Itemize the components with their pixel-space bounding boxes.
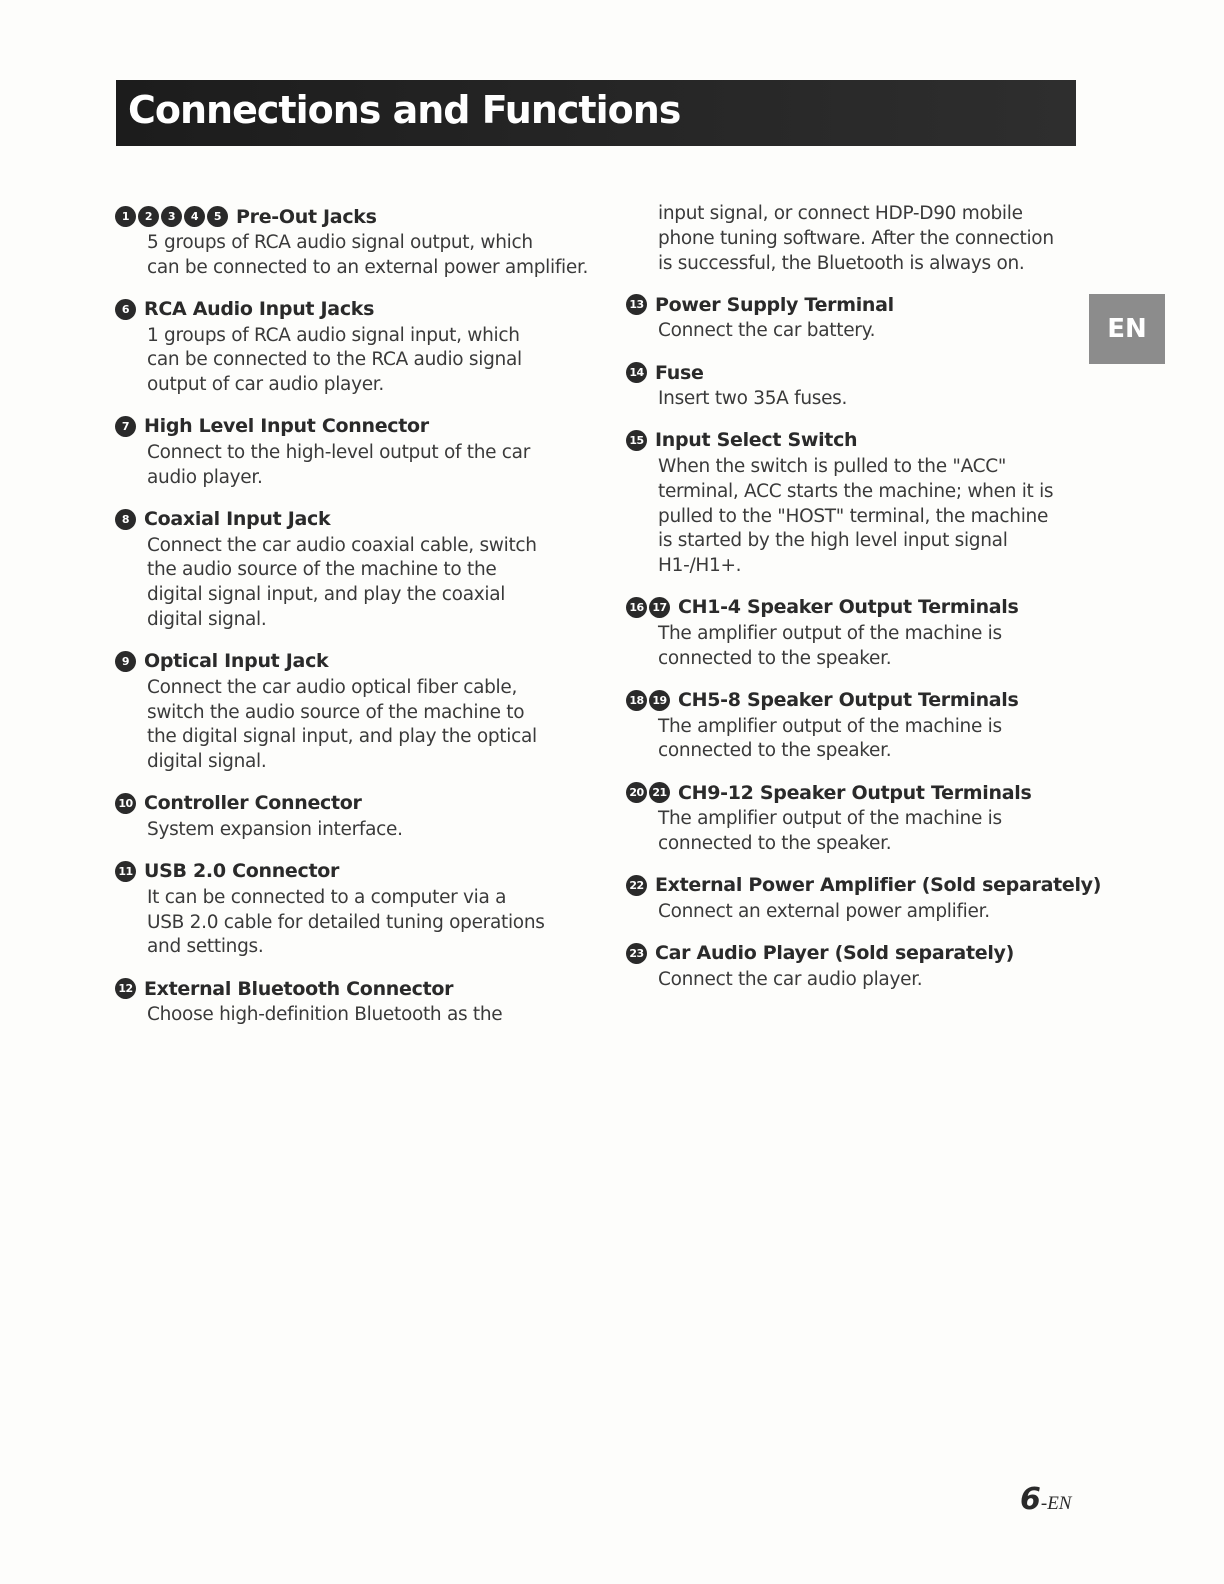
item-description [658, 387, 1086, 412]
item-numbers [626, 362, 647, 383]
item-title: CH9-12 Speaker Output Terminals [678, 781, 1032, 804]
item-heading [626, 290, 1086, 319]
connection-item [626, 778, 1086, 857]
description-line: The amplifier output of the machine is [658, 808, 1002, 830]
description-line: connected to the speaker. [658, 740, 892, 762]
number-badge-icon: 2 [138, 206, 159, 227]
item-description [658, 622, 1086, 672]
page-title: Connections and Functions [128, 88, 681, 132]
item-numbers [626, 294, 647, 315]
description-line: switch the audio source of the machine to [147, 701, 525, 723]
description-line: connected to the speaker. [658, 647, 892, 669]
number-badge-icon: 14 [626, 362, 647, 383]
item-numbers [115, 206, 228, 227]
number-badge-icon: 21 [649, 782, 670, 803]
description-line: Connect an external power amplifier. [658, 900, 990, 922]
number-badge-icon: 11 [115, 861, 136, 882]
number-badge-icon: 5 [207, 206, 228, 227]
item-description [147, 676, 625, 775]
number-badge-icon: 3 [161, 206, 182, 227]
connection-item [626, 426, 1086, 579]
item-title: Pre-Out Jacks [236, 205, 377, 228]
description-line: System expansion interface. [147, 818, 403, 840]
number-badge-icon: 12 [115, 978, 136, 999]
item-heading [626, 593, 1086, 622]
number-badge-icon: 4 [184, 206, 205, 227]
item-title: Input Select Switch [655, 429, 858, 452]
connection-item [115, 202, 625, 281]
description-line: and settings. [147, 936, 264, 958]
description-line: It can be connected to a computer via a [147, 886, 507, 908]
description-line: phone tuning software. After the connection [658, 227, 1054, 249]
description-line: When the switch is pulled to the "ACC" [658, 455, 1007, 477]
connection-item [626, 686, 1086, 765]
connection-item [626, 939, 1086, 993]
item-heading [115, 202, 625, 231]
connection-item [115, 505, 625, 633]
description-line: 1 groups of RCA audio signal input, which [147, 324, 520, 346]
description-line: the audio source of the machine to the [147, 559, 497, 581]
item-numbers [626, 690, 670, 711]
item-title: Car Audio Player (Sold separately) [655, 942, 1015, 965]
item-title: RCA Audio Input Jacks [144, 298, 375, 321]
description-line: is started by the high level input signal [658, 530, 1008, 552]
number-badge-icon: 18 [626, 690, 647, 711]
connection-item [115, 412, 625, 491]
description-line: output of car audio player. [147, 374, 384, 396]
description-line: digital signal. [147, 608, 267, 630]
item-description [658, 455, 1086, 579]
connection-item [626, 593, 1086, 672]
connection-item [626, 871, 1102, 925]
item-numbers [626, 943, 647, 964]
number-badge-icon: 16 [626, 597, 647, 618]
item-heading [626, 686, 1086, 715]
item-numbers [626, 782, 670, 803]
item-title: External Bluetooth Connector [144, 977, 454, 1000]
item-title: CH5-8 Speaker Output Terminals [678, 689, 1019, 712]
item-description [658, 807, 1086, 857]
description-line: USB 2.0 cable for detailed tuning operations [147, 911, 545, 933]
item-numbers [115, 978, 136, 999]
item-numbers [626, 430, 647, 451]
item-numbers [626, 875, 647, 896]
number-badge-icon: 8 [115, 509, 136, 530]
number-badge-icon: 1 [115, 206, 136, 227]
item-title: Optical Input Jack [144, 650, 329, 673]
page-number-suffix: -EN [1040, 1493, 1072, 1514]
item-description [147, 324, 625, 398]
number-badge-icon: 9 [115, 651, 136, 672]
description-line: pulled to the "HOST" terminal, the machine [658, 505, 1049, 527]
item-numbers [115, 861, 136, 882]
description-line: Connect the car audio player. [658, 968, 923, 990]
number-badge-icon: 19 [649, 690, 670, 711]
description-line: terminal, ACC starts the machine; when it is [658, 480, 1054, 502]
connection-item [115, 789, 625, 843]
connection-item [115, 295, 625, 398]
number-badge-icon: 17 [649, 597, 670, 618]
item-heading [115, 789, 625, 818]
description-line: input signal, or connect HDP-D90 mobile [658, 203, 1023, 224]
description-line: can be connected to the RCA audio signal [147, 349, 522, 371]
description-line: connected to the speaker. [658, 832, 892, 854]
connection-item [115, 647, 625, 775]
description-line: Connect the car battery. [658, 320, 876, 342]
description-line: can be connected to an external power amplifier. [147, 256, 589, 278]
item-heading [115, 412, 625, 441]
number-badge-icon: 23 [626, 943, 647, 964]
page-number-digit: 6 [1020, 1482, 1041, 1517]
item-description [147, 886, 625, 960]
item-title: USB 2.0 Connector [144, 860, 340, 883]
connection-item [626, 290, 1086, 344]
left-column [115, 202, 625, 1042]
description-line: Connect to the high-level output of the car [147, 441, 531, 463]
section-header-banner [116, 80, 1076, 146]
item-numbers [115, 509, 136, 530]
item-heading [626, 426, 1086, 455]
item-title: CH1-4 Speaker Output Terminals [678, 596, 1019, 619]
connection-item [626, 358, 1086, 412]
description-line: H1-/H1+. [658, 555, 742, 577]
item-heading [626, 871, 1102, 900]
description-line: The amplifier output of the machine is [658, 622, 1002, 644]
item-heading [626, 939, 1086, 968]
item-numbers [115, 651, 136, 672]
number-badge-icon: 15 [626, 430, 647, 451]
item-description [147, 1003, 625, 1028]
item-numbers [115, 299, 136, 320]
item-title: Coaxial Input Jack [144, 508, 331, 531]
item-numbers [115, 793, 136, 814]
connection-item [115, 974, 625, 1028]
connection-item [115, 857, 625, 960]
continued-description [658, 202, 1086, 276]
description-line: Insert two 35A fuses. [658, 388, 848, 410]
item-heading [626, 778, 1086, 807]
item-numbers [626, 597, 670, 618]
item-description [658, 900, 1086, 925]
item-heading [115, 505, 625, 534]
item-description [658, 968, 1086, 993]
description-line: the digital signal input, and play the optical [147, 726, 537, 748]
item-heading [626, 358, 1086, 387]
number-badge-icon: 6 [115, 299, 136, 320]
item-heading [115, 974, 625, 1003]
number-badge-icon: 7 [115, 416, 136, 437]
description-line: Connect the car audio coaxial cable, switch [147, 534, 537, 556]
number-badge-icon: 10 [115, 793, 136, 814]
item-description [658, 319, 1086, 344]
number-badge-icon: 20 [626, 782, 647, 803]
description-line: Choose high-definition Bluetooth as the [147, 1004, 503, 1026]
language-tab: EN [1089, 294, 1165, 364]
number-badge-icon: 22 [626, 875, 647, 896]
item-heading [115, 857, 625, 886]
item-description [147, 534, 625, 633]
item-heading [115, 647, 625, 676]
description-line: is successful, the Bluetooth is always on. [658, 252, 1025, 274]
item-numbers [115, 416, 136, 437]
number-badge-icon: 13 [626, 294, 647, 315]
item-description [147, 231, 625, 281]
item-description [147, 441, 625, 491]
item-description [658, 715, 1086, 765]
description-line: The amplifier output of the machine is [658, 715, 1002, 737]
item-title: High Level Input Connector [144, 415, 429, 438]
item-title: Fuse [655, 361, 704, 384]
item-description [147, 818, 625, 843]
item-title: Power Supply Terminal [655, 293, 894, 316]
right-column [626, 202, 1102, 1006]
item-title: Controller Connector [144, 792, 362, 815]
description-line: digital signal input, and play the coaxial [147, 584, 506, 606]
description-line: Connect the car audio optical fiber cable, [147, 676, 518, 698]
description-line: digital signal. [147, 751, 267, 773]
description-line: 5 groups of RCA audio signal output, which [147, 232, 533, 253]
page-number [1020, 1482, 1071, 1517]
description-line: audio player. [147, 466, 263, 488]
item-title: External Power Amplifier (Sold separately) [655, 874, 1102, 897]
item-heading [115, 295, 625, 324]
